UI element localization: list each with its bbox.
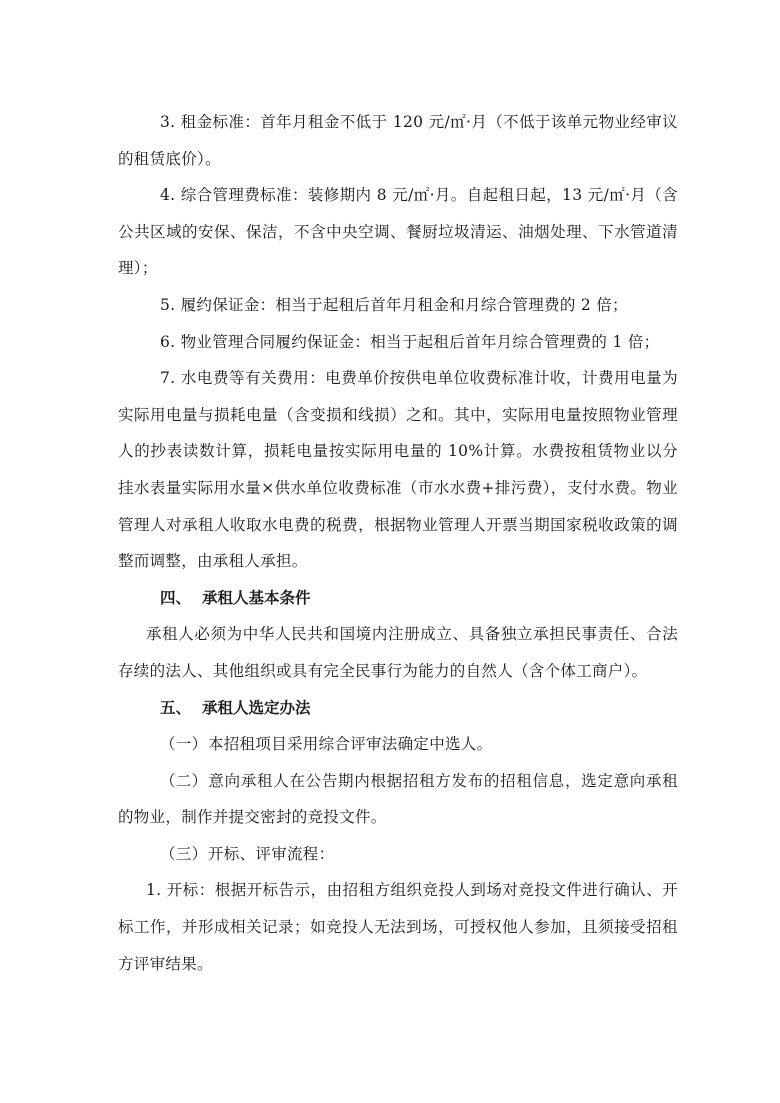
section4-body: 承租人必须为中华人民共和国境内注册成立、具备独立承担民事责任、合法存续的法人、其他组织或具有完全民事行为能力的自然人（含个体工商户）。 xyxy=(118,625,678,680)
section5-item-1-text: 本招租项目采用综合评审法确定中选人。 xyxy=(208,735,493,754)
section5-heading xyxy=(118,690,678,727)
section5-item-3-label: （三） xyxy=(160,844,208,863)
section5-number: 五、 xyxy=(160,698,192,717)
section5-item-3-text: 开标、评审流程： xyxy=(208,844,335,863)
section5-item-2-text: 意向承租人在公告期内根据招租方发布的招租信息，选定意向承租的物业，制作并提交密封的竞投文件。 xyxy=(118,771,678,827)
section5-title: 承租人选定办法 xyxy=(202,698,311,717)
section4-title: 承租人基本条件 xyxy=(202,588,311,607)
item-property-contract-deposit: 6. 物业管理合同履约保证金：相当于起租后首年月综合管理费的 1 倍； xyxy=(160,332,660,351)
item-utility-fees: 7. 水电费等有关费用：电费单价按供电单位收费标准计收，计费用电量为实际用电量与损耗电量（含变损和线损）之和。其中，实际用电量按照物业管理人的抄表读数计算，损耗电量按实际用电量的 10%计算。水费按租赁物业以分挂水表量实际用水量×供水单位收费标准（市水水费+排污费），支付水费。物业管理人对承租人收取水电费的税费，根据物业管理人开票当期国家税收政策的调整而调整，由承租人承担。 xyxy=(118,369,678,571)
section4-heading xyxy=(118,580,678,617)
section5-step-1: 1. 开标：根据开标告示，由招租方组织竞投人到场对竞投文件进行确认、开标工作，并形成相关记录；如竞投人无法到场，可授权他人参加，且须接受招租方评审结果。 xyxy=(118,881,678,973)
section5-item-2 xyxy=(118,763,678,836)
item-rent-standard: 3. 租金标准：首年月租金不低于 120 元/㎡·月（不低于该单元物业经审议的租赁底价）。 xyxy=(118,113,678,168)
section5-item-3 xyxy=(118,836,678,873)
item-performance-deposit: 5. 履约保证金：相当于起租后首年月租金和月综合管理费的 2 倍； xyxy=(160,295,628,314)
section5-item-2-label: （二） xyxy=(160,771,208,790)
section5-item-1-label: （一） xyxy=(160,735,208,754)
section5-item-1 xyxy=(118,726,678,763)
item-management-fee: 4. 综合管理费标准：装修期内 8 元/㎡·月。自起租日起，13 元/㎡·月（含公共区域的安保、保洁，不含中央空调、餐厨垃圾清运、油烟处理、下水管道清理）； xyxy=(118,186,678,278)
section4-number: 四、 xyxy=(160,588,192,607)
document-page xyxy=(118,104,678,982)
